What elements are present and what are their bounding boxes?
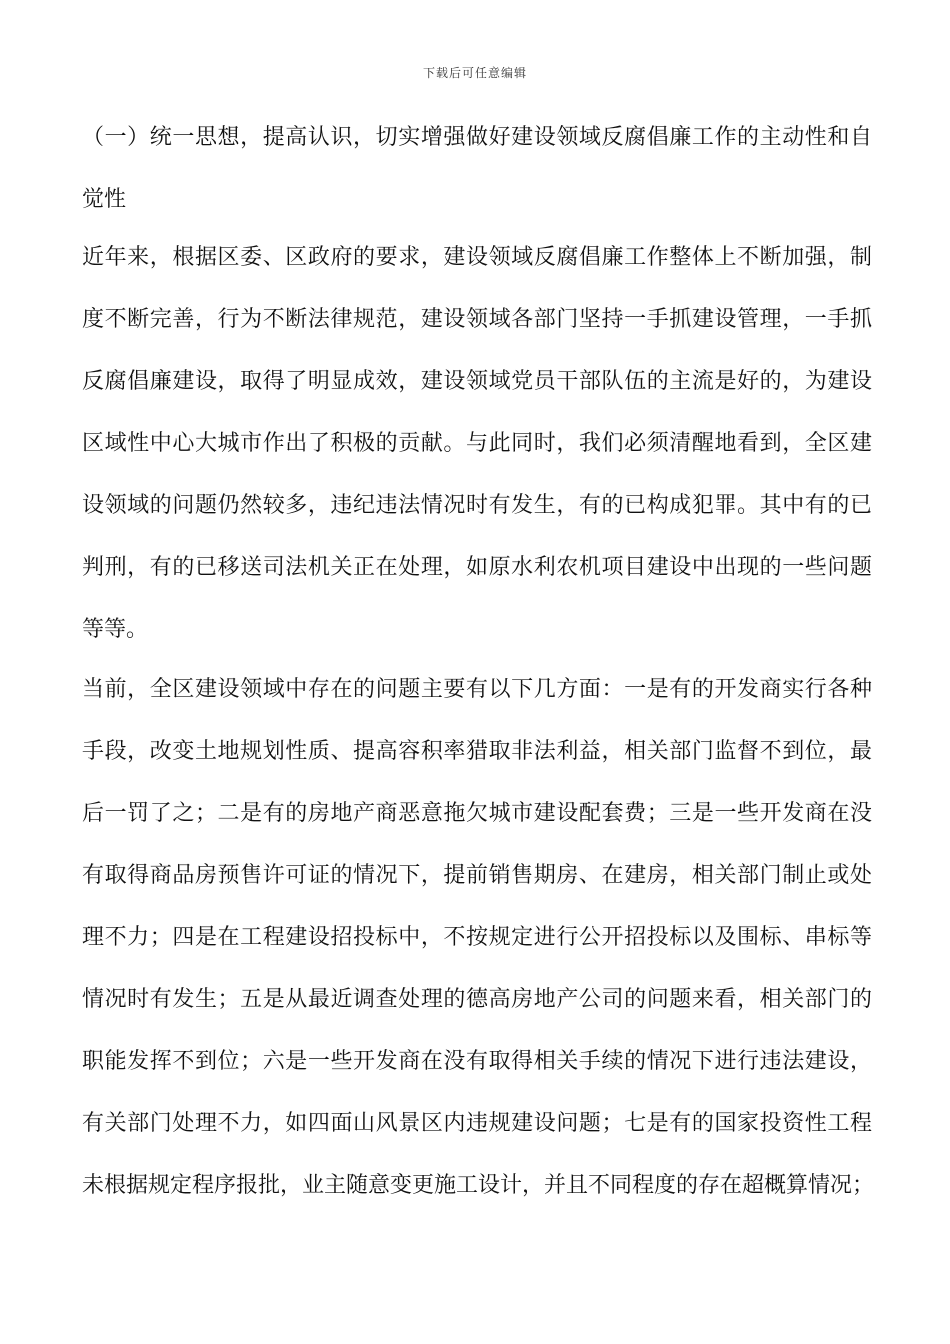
text-line: 理不力；四是在工程建设招投标中，不按规定进行公开招投标以及围标、串标等 — [82, 925, 872, 950]
text-line: 反腐倡廉建设，取得了明显成效，建设领域党员干部队伍的主流是好的，为建设 — [82, 369, 872, 394]
text-line: 有取得商品房预售许可证的情况下，提前销售期房、在建房，相关部门制止或处 — [82, 863, 872, 888]
text-line: 设领域的问题仍然较多，违纪违法情况时有发生，有的已构成犯罪。其中有的已 — [82, 493, 872, 518]
text-line: 手段，改变土地规划性质、提高容积率猎取非法利益，相关部门监督不到位，最 — [82, 739, 872, 764]
text-line: 当前，全区建设领域中存在的问题主要有以下几方面：一是有的开发商实行各种 — [82, 677, 872, 702]
text-line: 判刑，有的已移送司法机关正在处理，如原水利农机项目建设中出现的一些问题 — [82, 555, 872, 580]
text-line: 职能发挥不到位；六是一些开发商在没有取得相关手续的情况下进行违法建设， — [82, 1049, 872, 1074]
text-line: （一）统一思想，提高认识，切实增强做好建设领域反腐倡廉工作的主动性和自 — [82, 125, 872, 150]
text-line: 度不断完善，行为不断法律规范，建设领域各部门坚持一手抓建设管理，一手抓 — [82, 307, 872, 332]
text-line: 近年来，根据区委、区政府的要求，建设领域反腐倡廉工作整体上不断加强，制 — [82, 245, 872, 270]
text-line: 未根据规定程序报批，业主随意变更施工设计，并且不同程度的存在超概算情况； — [82, 1173, 875, 1198]
text-line: 后一罚了之；二是有的房地产商恶意拖欠城市建设配套费；三是一些开发商在没 — [82, 801, 872, 826]
header-note: 下载后可任意编辑 — [422, 66, 527, 80]
text-line: 觉性 — [82, 187, 127, 212]
text-line: 情况时有发生；五是从最近调查处理的德高房地产公司的问题来看，相关部门的 — [82, 987, 872, 1012]
text-line: 区域性中心大城市作出了积极的贡献。与此同时，我们必须清醒地看到，全区建 — [82, 431, 872, 456]
text-line: 有关部门处理不力，如四面山风景区内违规建设问题；七是有的国家投资性工程 — [82, 1111, 872, 1136]
text-line: 等等。 — [82, 617, 149, 642]
